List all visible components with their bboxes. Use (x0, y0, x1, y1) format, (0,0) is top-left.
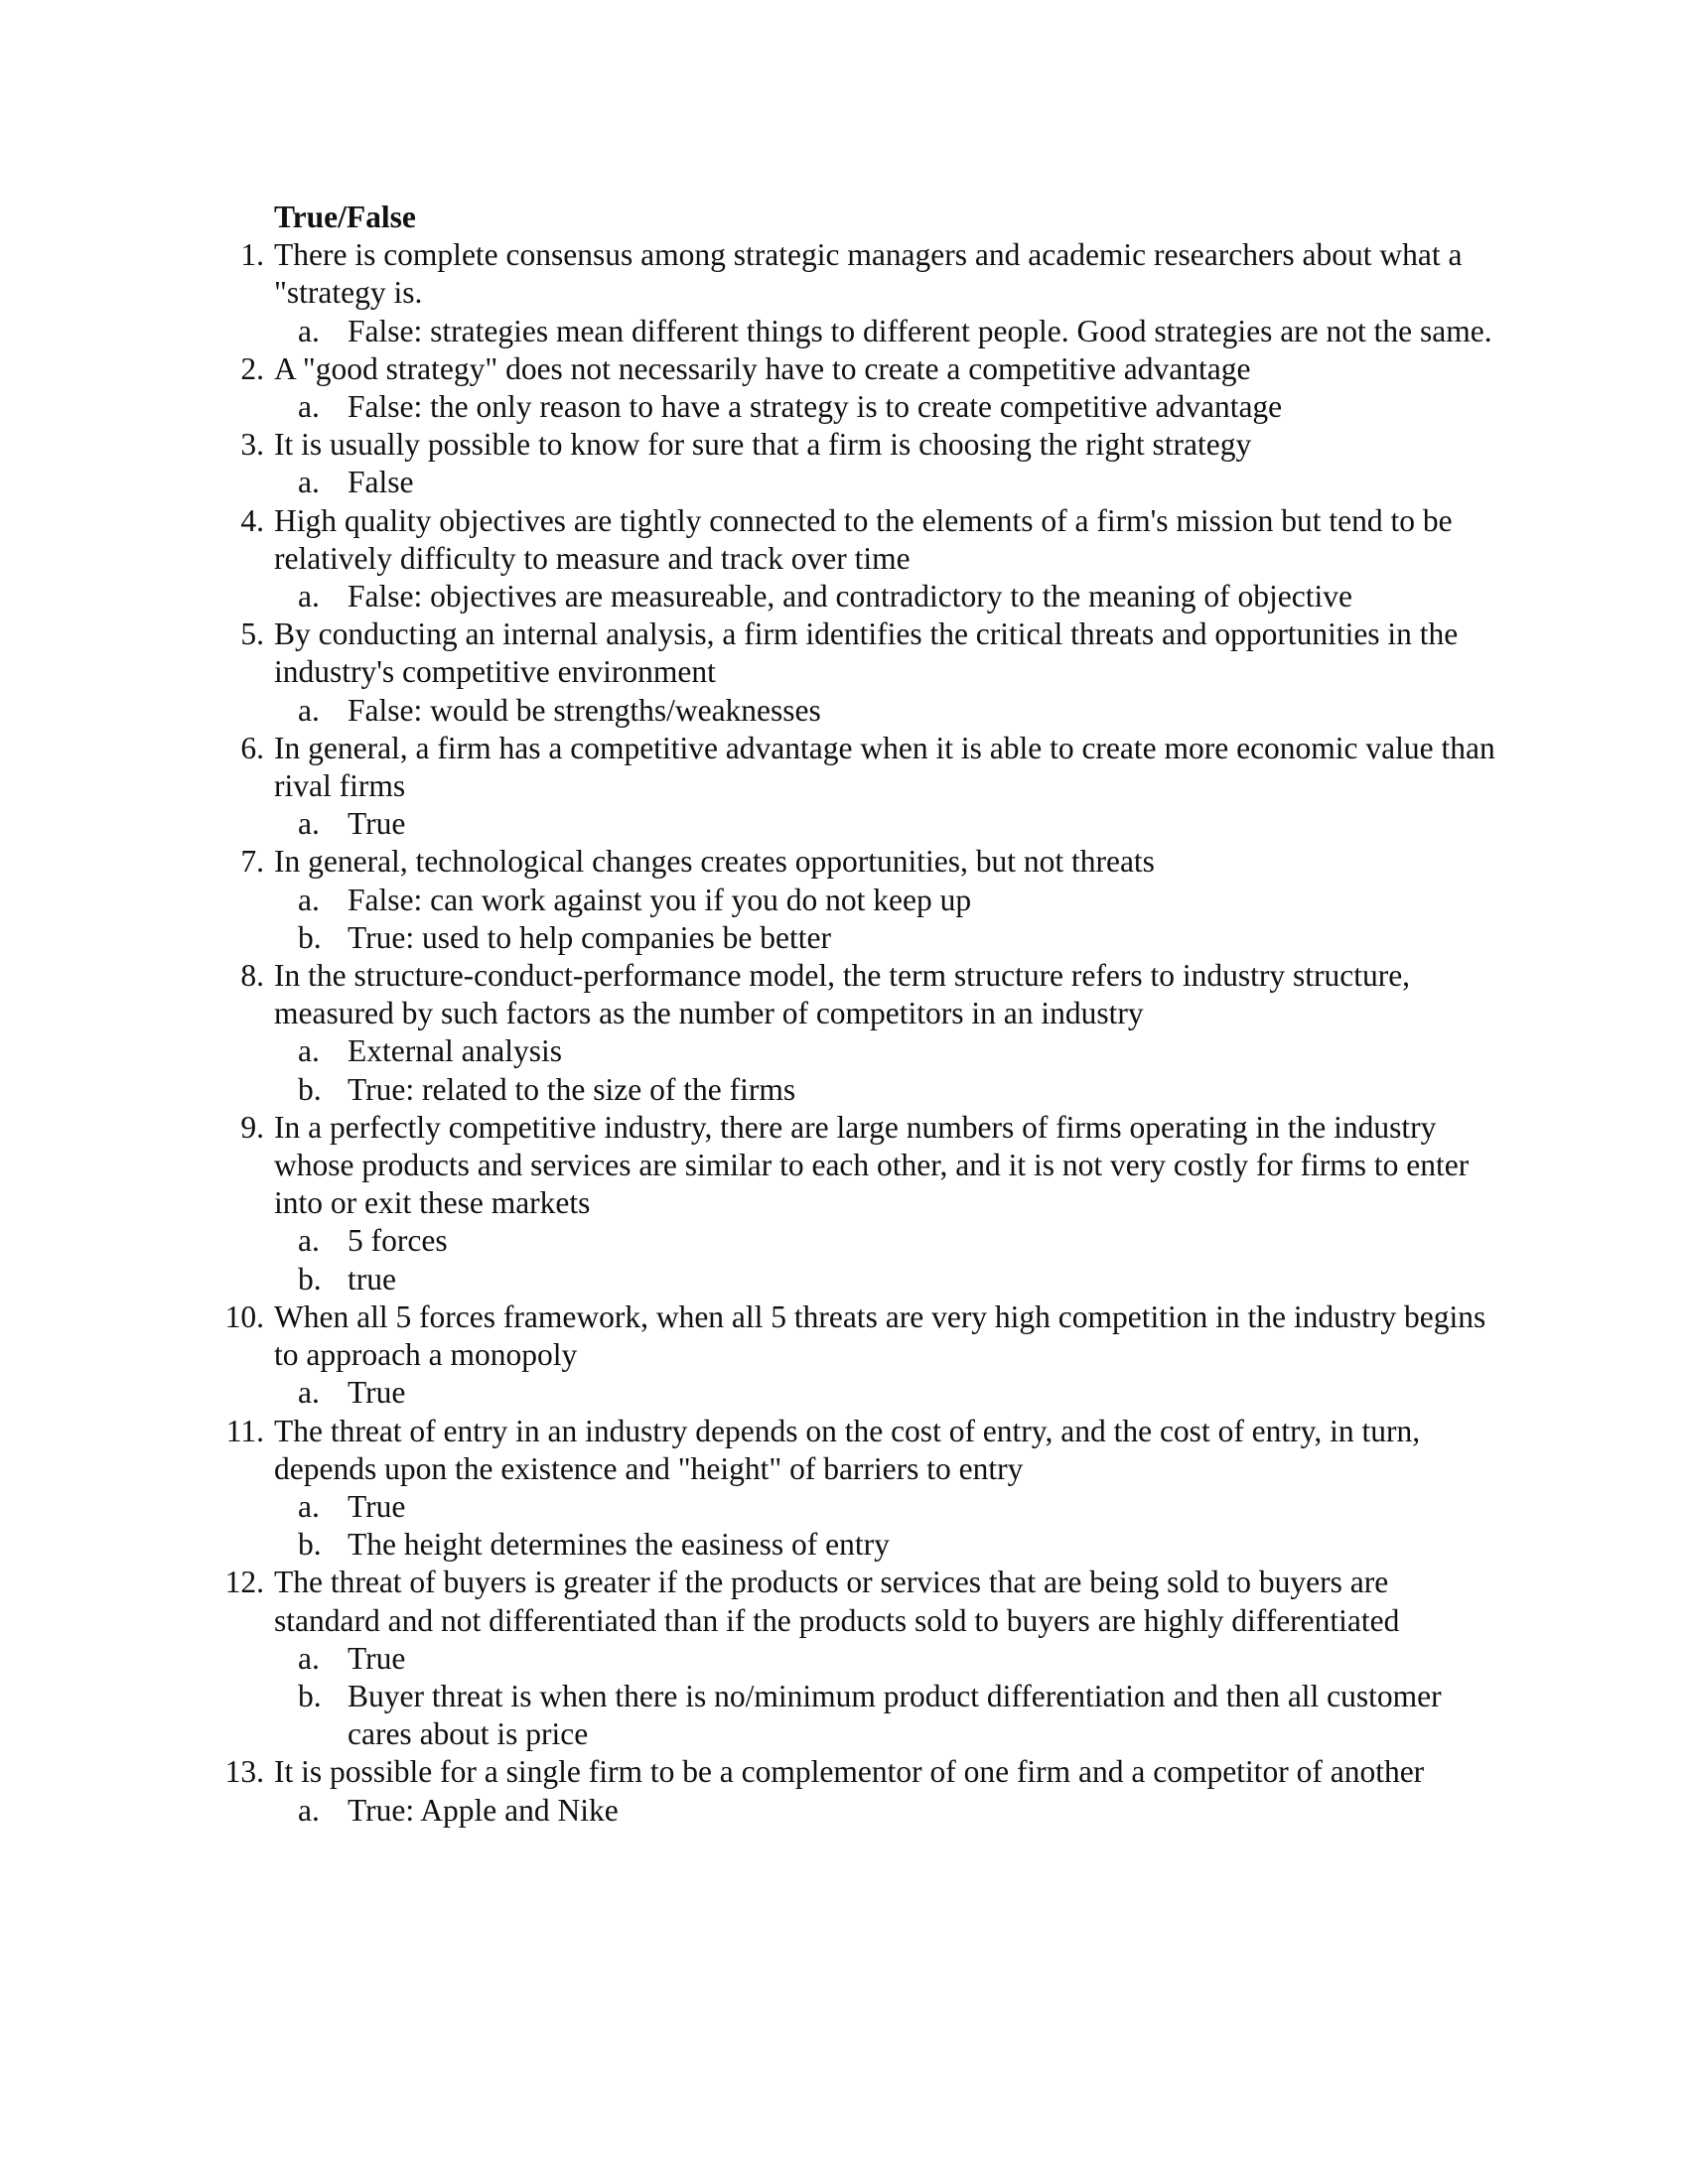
answer-letter: a. (298, 1223, 320, 1259)
answer-letter: b. (298, 1678, 322, 1713)
answer-line (224, 1792, 1495, 1830)
answer-text: True: used to help companies be better (348, 919, 831, 955)
answer-letter: a. (298, 389, 320, 425)
answer-text: False: can work against you if you do not keep up (348, 882, 972, 917)
answer-line (224, 578, 1495, 615)
question-line (224, 1753, 1495, 1791)
question-line (224, 730, 1495, 805)
question-line (224, 426, 1495, 464)
question-line (224, 615, 1495, 691)
question-text: There is complete consensus among strategic managers and academic researchers about what a "strategy is. (274, 237, 1463, 311)
question-item (224, 502, 1495, 616)
answer-line (224, 692, 1495, 730)
question-item (224, 730, 1495, 844)
answer-line (224, 1640, 1495, 1678)
answer-text: False: strategies mean different things to different people. Good strategies are not the same. (348, 313, 1492, 348)
answer-letter: b. (298, 1527, 322, 1563)
answer-line (224, 882, 1495, 919)
answer-line (224, 1032, 1495, 1070)
question-text: A "good strategy" does not necessarily have to create a competitive advantage (274, 350, 1251, 386)
answer-text: True (348, 806, 406, 842)
question-item (224, 1413, 1495, 1565)
question-item (224, 236, 1495, 350)
answer-letter: a. (298, 882, 320, 917)
answer-line (224, 1222, 1495, 1260)
answer-text: False: the only reason to have a strategy is to create competitive advantage (348, 389, 1283, 425)
question-item (224, 350, 1495, 426)
question-list (224, 236, 1495, 1830)
question-text: In general, a firm has a competitive advantage when it is able to create more economic value than rival firms (274, 730, 1495, 804)
question-line (224, 843, 1495, 881)
question-line (224, 502, 1495, 578)
answer-line (224, 919, 1495, 957)
question-text: The threat of entry in an industry depends on the cost of entry, and the cost of entry, in turn, depends upon the existence and "height" of barriers to entry (274, 1413, 1421, 1486)
question-number: 12. (224, 1565, 264, 1600)
question-number: 10. (224, 1298, 264, 1334)
question-number: 11. (225, 1413, 264, 1448)
answer-line (224, 1526, 1495, 1564)
question-number: 6. (240, 730, 264, 765)
question-number: 2. (240, 350, 264, 386)
answer-letter: a. (298, 1375, 320, 1411)
answer-text: Buyer threat is when there is no/minimum product differentiation and then all customer cares about is price (348, 1678, 1442, 1752)
question-text: The threat of buyers is greater if the products or services that are being sold to buyers are standard and not differentiated than if the products sold to buyers are highly differentiated (274, 1565, 1400, 1638)
answer-text: The height determines the easiness of entry (348, 1527, 890, 1563)
section-heading: True/False (274, 200, 416, 234)
answer-text: True: Apple and Nike (348, 1792, 619, 1828)
answer-letter: a. (298, 806, 320, 842)
question-item (224, 1564, 1495, 1753)
question-text: In the structure-conduct-performance model, the term structure refers to industry structure, measured by such factors as the number of competitors in an industry (274, 958, 1411, 1031)
question-item (224, 615, 1495, 730)
answer-text: 5 forces (348, 1223, 448, 1259)
question-item (224, 426, 1495, 501)
answer-letter: a. (298, 313, 320, 348)
answer-line (224, 1678, 1495, 1753)
question-item (224, 1298, 1495, 1413)
document-body (224, 199, 1495, 1830)
answer-letter: a. (298, 1792, 320, 1828)
question-number: 13. (224, 1754, 264, 1790)
answer-text: False: would be strengths/weaknesses (348, 692, 821, 728)
question-line (224, 957, 1495, 1032)
question-line (224, 350, 1495, 388)
question-number: 3. (240, 427, 264, 463)
answer-line (224, 1488, 1495, 1526)
question-line (224, 1109, 1495, 1223)
question-text: High quality objectives are tightly connected to the elements of a firm's mission but tend to be relatively difficulty to measure and track over time (274, 502, 1453, 576)
answer-line (224, 805, 1495, 843)
answer-letter: a. (298, 692, 320, 728)
question-text: It is usually possible to know for sure that a firm is choosing the right strategy (274, 427, 1252, 463)
question-item (224, 1753, 1495, 1829)
question-line (224, 236, 1495, 312)
answer-line (224, 1374, 1495, 1412)
question-number: 9. (240, 1109, 264, 1145)
answer-line (224, 1071, 1495, 1109)
answer-line (224, 388, 1495, 426)
answer-text: False (348, 465, 414, 500)
answer-letter: a. (298, 1488, 320, 1524)
question-text: It is possible for a single firm to be a complementor of one firm and a competitor of another (274, 1754, 1425, 1790)
answer-letter: b. (298, 1261, 322, 1297)
question-line (224, 1298, 1495, 1374)
answer-text: True: related to the size of the firms (348, 1071, 796, 1107)
question-text: In a perfectly competitive industry, there are large numbers of firms operating in the industry whose products and services are similar to each other, and it is not very costly for firms to enter into or exit these markets (274, 1109, 1470, 1221)
question-item (224, 843, 1495, 957)
answer-line (224, 464, 1495, 501)
answer-letter: a. (298, 1640, 320, 1676)
answer-line (224, 1261, 1495, 1298)
answer-letter: a. (298, 465, 320, 500)
answer-text: True (348, 1375, 406, 1411)
question-text: In general, technological changes creates opportunities, but not threats (274, 844, 1155, 880)
answer-text: False: objectives are measureable, and contradictory to the meaning of objective (348, 579, 1352, 614)
answer-letter: b. (298, 919, 322, 955)
question-number: 1. (240, 237, 264, 273)
answer-text: External analysis (348, 1033, 563, 1069)
question-item (224, 1109, 1495, 1298)
question-number: 4. (240, 502, 264, 538)
question-number: 8. (240, 958, 264, 994)
question-number: 7. (240, 844, 264, 880)
answer-text: True (348, 1488, 406, 1524)
question-text: By conducting an internal analysis, a firm identifies the critical threats and opportunities in the industry's competitive environment (274, 616, 1459, 690)
question-item (224, 957, 1495, 1109)
question-text: When all 5 forces framework, when all 5 threats are very high competition in the industry begins to approach a monopoly (274, 1298, 1486, 1373)
question-line (224, 1564, 1495, 1639)
question-line (224, 1413, 1495, 1488)
answer-line (224, 313, 1495, 350)
answer-letter: a. (298, 579, 320, 614)
answer-letter: b. (298, 1071, 322, 1107)
answer-text: true (348, 1261, 396, 1297)
question-number: 5. (240, 616, 264, 652)
answer-letter: a. (298, 1033, 320, 1069)
answer-text: True (348, 1640, 406, 1676)
